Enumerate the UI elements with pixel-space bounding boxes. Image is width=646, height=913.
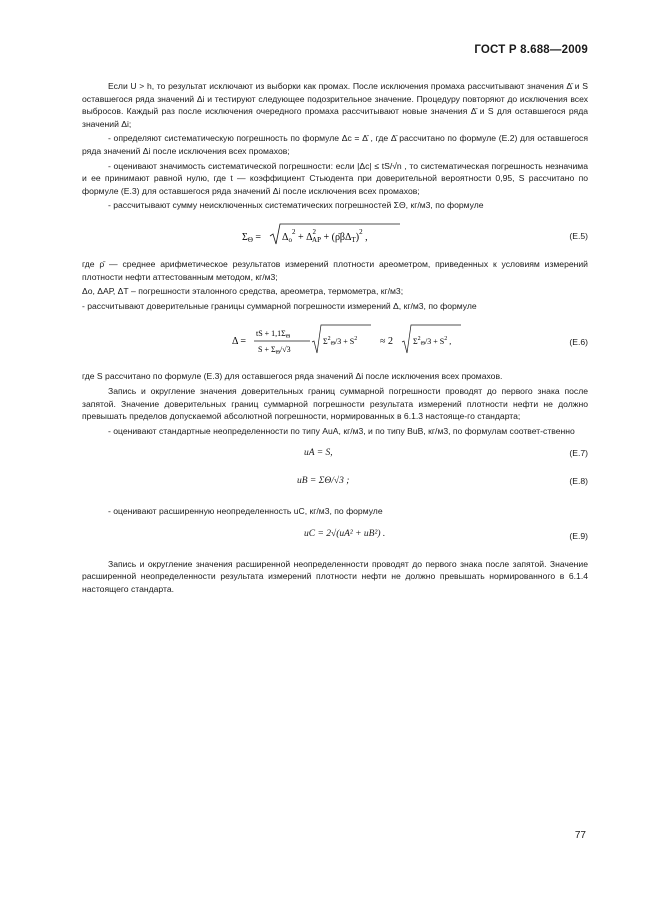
e6-radicand-2: $\Sigma^2_\Theta/3 + S^2$ , <box>413 336 452 348</box>
equation-e7-formula: uA = S, <box>304 448 333 459</box>
equation-e9 <box>82 528 588 550</box>
equation-e6-formula <box>232 322 502 366</box>
equation-e8-formula: uB = ΣΘ/√3 ; <box>297 476 350 487</box>
equation-e7-number: (Е.7) <box>569 448 588 459</box>
e6-lhs: Δ = <box>232 336 247 348</box>
e6-radicand-1: $\Sigma^2_\Theta/3 + S^2$ <box>323 336 358 348</box>
paragraph-outlier-removal: Если U > h, то результат исключают из выборки как промах. После исключения промаха рассчитывают значения Δ̄ и S оставшегося ряда значений Δi и тестируют следующее подозрительное значение. Процедуру повторяют до исключения всех выбросов. Каждый раз после исключения очередного промаха рассчитывают новые значения Δ̄ и S для оставшегося ряда значений Δi; <box>82 81 588 129</box>
paragraph-rho-definition: где ρ̄ — среднее арифметическое результатов измерений плотности ареометром, приведенных к условиям измерений плотности нефти аттестованным методом, кг/м3; <box>82 258 588 282</box>
equation-e6-body <box>232 322 502 370</box>
equation-e7 <box>82 447 588 465</box>
e6-approx: ≈ 2 <box>380 336 393 348</box>
paragraph-confidence-bounds: - рассчитывают доверительные границы суммарной погрешности измерений Δ, кг/м3, по формуле <box>82 300 477 311</box>
equation-e9-formula: uC = 2√(uA² + uB²) . <box>304 528 386 539</box>
equation-e6 <box>82 322 588 362</box>
e6-numerator: tS + $1,1\Sigma_\Theta$ <box>256 329 291 341</box>
e5-radicand: $\Delta_о^2 + \Delta^2$ АР + $(\rhō\beta\Delta_T)^2$ , <box>282 227 368 244</box>
paragraph-standard-uncertainty: - оценивают стандартные неопределенности по типу АuА, кг/м3, и по типу ВuВ, кг/м3, по формулам соответ-ственно <box>108 425 575 436</box>
page-number: 77 <box>574 830 586 841</box>
equation-e9-number: (Е.9) <box>569 530 588 541</box>
page-header: ГОСТ Р 8.688—2009 <box>474 44 588 56</box>
equation-e5-formula <box>242 222 442 250</box>
paragraph-expanded-uncertainty: - оценивают расширенную неопределенность uC, кг/м3, по формуле <box>108 506 383 517</box>
e5-lhs: $\Sigma_\Theta$ = <box>242 231 262 244</box>
paragraph-significance: - оценивают значимость систематической погрешности: если |Δc| ≤ tS/√n , то систематическая погрешность незначима и ее принимают равной нулю, где t — коэффициент Стьюдента при доверительной вероятности 0,95, S рассчитано по формуле (Е.3) для оставшегося ряда значений Δi после исключения всех промахов; <box>82 160 588 196</box>
page-content <box>82 80 588 598</box>
equation-e8 <box>82 475 588 497</box>
equation-e5-number: (Е.5) <box>569 230 588 241</box>
paragraph-sum-systematic: - рассчитывают сумму неисключенных систематических погрешностей ΣΘ, кг/м3, по формуле <box>108 200 484 211</box>
equation-e5 <box>82 222 588 250</box>
equation-e8-number: (Е.8) <box>569 476 588 487</box>
e6-denominator: $S + \Sigma_\Theta/√3$ <box>258 345 291 357</box>
equation-e6-number: (Е.6) <box>569 337 588 348</box>
paragraph-rounding-bounds: Запись и округление значения доверительных границ суммарной погрешности проводят до первого знака после запятой. Значение доверительных границ суммарной погрешности результата измерений плотности нефти не должно превышать пределов допускаемой абсолютной погрешности, нормированных в 6.1.3 настояще-го стандарта; <box>82 385 588 422</box>
paragraph-error-definitions: Δо, ΔАР, ΔТ – погрешности эталонного средства, ареометра, термометра, кг/м3; <box>82 286 404 297</box>
equation-e5-body <box>242 222 442 254</box>
paragraph-s-note: где S рассчитано по формуле (Е.3) для оставшегося ряда значений Δi после исключения всех промахов. <box>82 371 503 382</box>
paragraph-systematic-error: - определяют систематическую погрешность по формуле Δc = Δ̄ , где Δ̄ рассчитано по формуле (Е.2) для оставшегося ряда значений Δi после исключения всех промахов; <box>82 133 588 156</box>
paragraph-rounding-expanded: Запись и округление значения расширенной неопределенности проводят до первого знака после запятой. Значение расширенной неопределенности результата измерений плотности нефти не должно превышать нормированного в 6.1.4 настоящего стандарта. <box>82 558 588 595</box>
